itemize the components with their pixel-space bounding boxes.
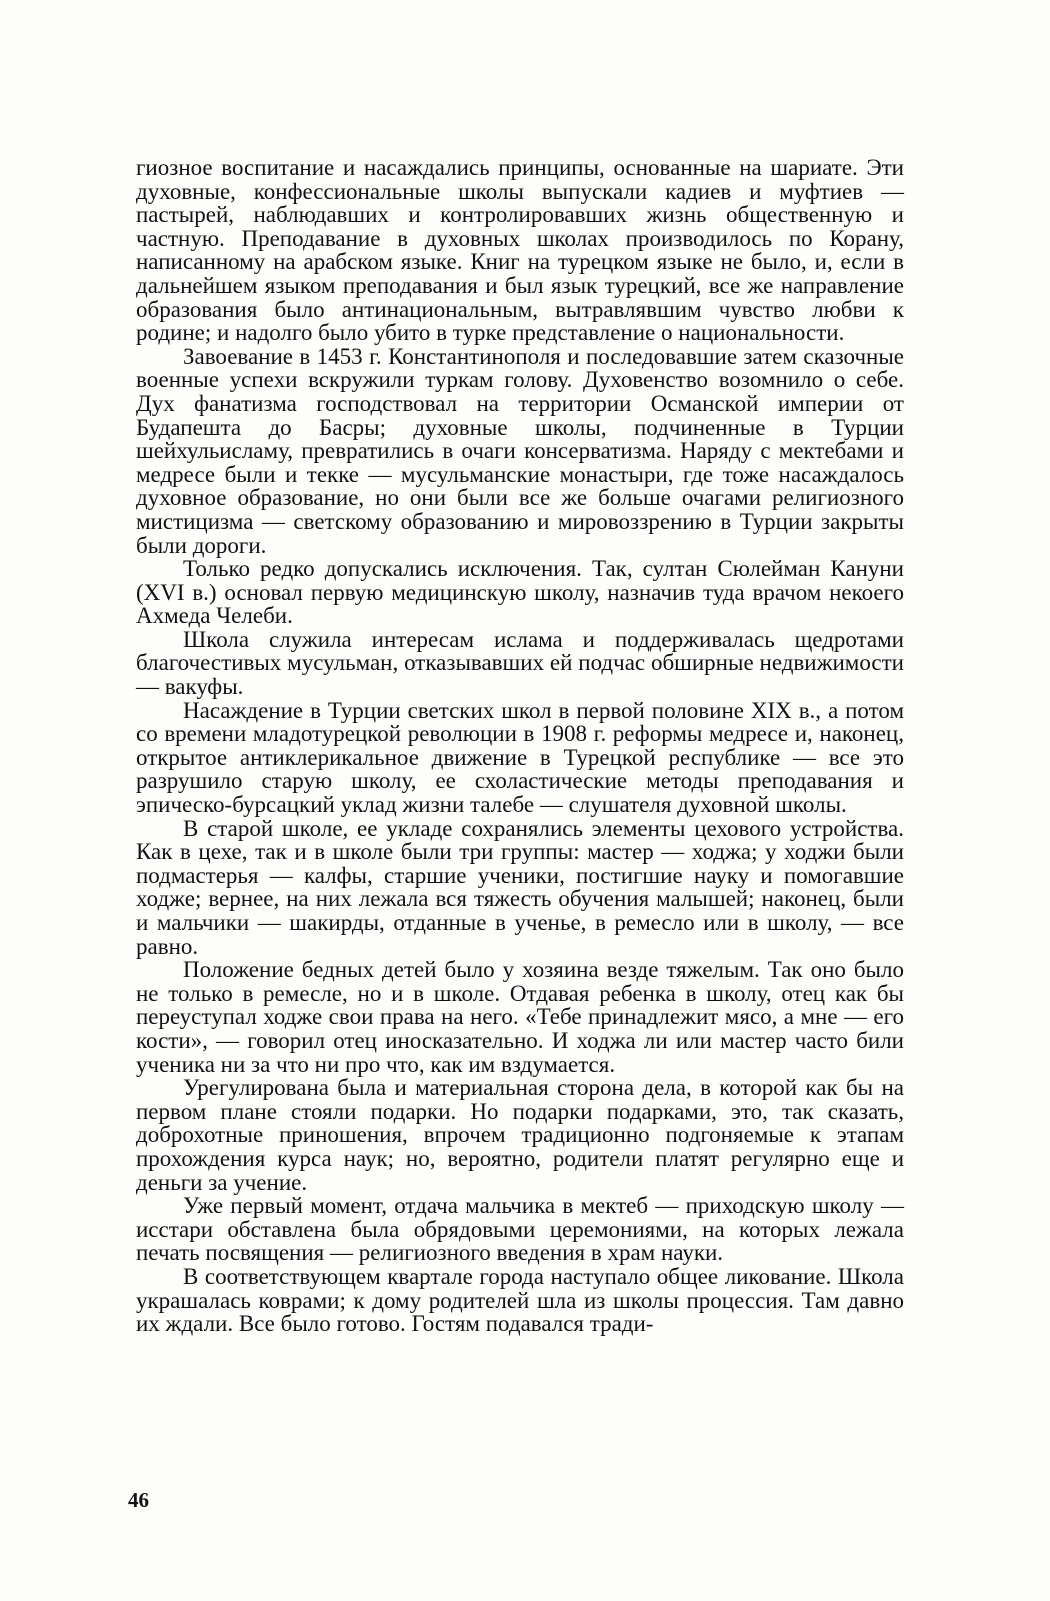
paragraph: Уже первый момент, отдача мальчика в мектеб — приходскую школу — исстари обставлена была обрядовыми церемониями, на которых лежала печать посвящения — религиозного введения в храм науки. <box>136 1193 904 1266</box>
paragraph: В старой школе, ее укладе сохранялись элементы цехового устройства. Как в цехе, так и в школе были три группы: мастер — ходжа; у ходжи были подмастерья — калфы, старшие ученики, постигшие науку и помогавшие ходже; вернее, на них лежала вся тяжесть обучения малышей; наконец, были и мальчики — шакирды, отданные в ученье, в ремесло или в школу, — все равно. <box>136 815 904 959</box>
paragraph: Урегулирована была и материальная сторона дела, в которой как бы на первом плане стояли подарки. Но подарки подарками, это, так сказать, доброхотные приношения, впрочем традиционно подгоняемые к этапам прохождения курса наук; но, вероятно, родители платят регулярно еще и деньги за учение. <box>136 1075 904 1195</box>
paragraph: Завоевание в 1453 г. Константинополя и последовавшие затем сказочные военные успехи вскружили туркам голову. Духовенство возомнило о себе. Дух фанатизма господствовал на территории Османской империи от Будапешта до Басры; духовные школы, подчиненные в Турции шейхульисламу, превратились в очаги консерватизма. Наряду с мектебами и медресе были и текке — мусульманские монастыри, где тоже насаждалось духовное образование, но они были все же больше очагами религиозного мистицизма — светскому образованию и мировоззрению в Турции закрыты были дороги. <box>136 343 904 558</box>
paragraph: Школа служила интересам ислама и поддерживалась щедротами благочестивых мусульман, отказывавших ей подчас обширные недвижимости — вакуфы. <box>136 626 904 700</box>
paragraph: Положение бедных детей было у хозяина везде тяжелым. Так оно было не только в ремесле, но и в школе. Отдавая ребенка в школу, отец как бы переуступал ходже свои права на него. «Тебе принадлежит мясо, а мне — его кости», — говорил отец иносказательно. И ходжа ли или мастер часто били ученика ни за что ни про что, как им вздумается. <box>136 957 904 1077</box>
body-text <box>136 156 904 1336</box>
paragraph: гиозное воспитание и насаждались принципы, основанные на шариате. Эти духовные, конфессиональные школы выпускали кадиев и муфтиев — пастырей, наблюдавших и контролировавших жизнь общественную и частную. Преподавание в духовных школах производилось по Корану, написанному на арабском языке. Книг на турецком языке не было, и, если в дальнейшем языком преподавания и был язык турецкий, все же направление образования было антинациональным, вытравлявшим чувство любви к родине; и надолго было убито в турке представление о национальности. <box>136 155 904 346</box>
paragraph: Насаждение в Турции светских школ в первой половине XIX в., а потом со времени младотурецкой революции в 1908 г. реформы медресе и, наконец, открытое антиклерикальное движение в Турецкой республике — все это разрушило старую школу, ее схоластические методы преподавания и эпическо-бурсацкий уклад жизни талебе — слушателя духовной школы. <box>136 697 904 818</box>
paragraph: В соответствующем квартале города наступало общее ликование. Школа украшалась коврами; к дому родителей шла из школы процессия. Там давно их ждали. Все было готово. Гостям подавался тради- <box>136 1263 904 1337</box>
page-number: 46 <box>128 1488 149 1512</box>
paragraph: Только редко допускались исключения. Так, султан Сюлейман Кануни (XVI в.) основал первую медицинскую школу, назначив туда врачом некоего Ахмеда Челеби. <box>136 556 904 629</box>
